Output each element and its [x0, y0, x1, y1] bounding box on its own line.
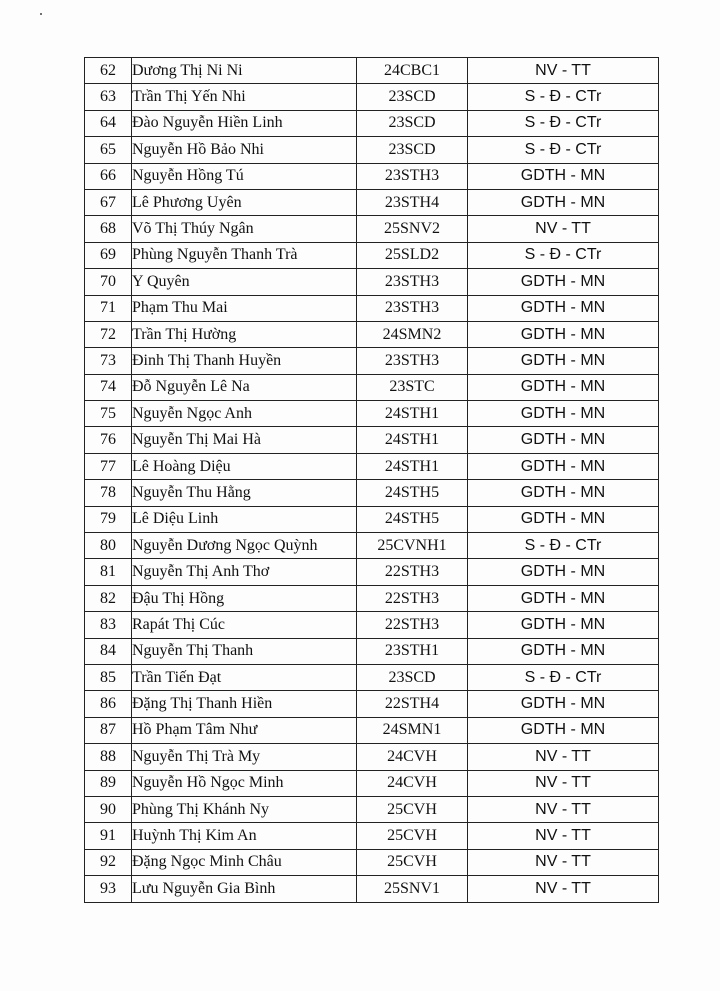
student-name-cell: Đặng Thị Thanh Hiền	[132, 691, 357, 717]
class-code-cell: 23STH3	[357, 269, 468, 295]
table-row	[85, 823, 659, 849]
student-name-cell: Nguyễn Thu Hằng	[132, 480, 357, 506]
class-code-cell: 23SCD	[357, 84, 468, 110]
row-number-cell: 89	[85, 770, 132, 796]
row-number-cell: 77	[85, 453, 132, 479]
department-cell: GDTH - MN	[468, 401, 659, 427]
row-number-cell: 66	[85, 163, 132, 189]
student-name-cell: Đào Nguyễn Hiền Linh	[132, 110, 357, 136]
department-cell: NV - TT	[468, 823, 659, 849]
class-code-cell: 23STH1	[357, 638, 468, 664]
row-number-cell: 72	[85, 321, 132, 347]
table-row	[85, 533, 659, 559]
department-cell: GDTH - MN	[468, 506, 659, 532]
row-number-cell: 67	[85, 189, 132, 215]
table-row	[85, 110, 659, 136]
student-name-cell: Phùng Nguyễn Thanh Trà	[132, 242, 357, 268]
class-code-cell: 22STH3	[357, 559, 468, 585]
row-number-cell: 79	[85, 506, 132, 532]
student-name-cell: Nguyễn Thị Anh Thơ	[132, 559, 357, 585]
table-row	[85, 137, 659, 163]
student-name-cell: Lưu Nguyễn Gia Bình	[132, 876, 357, 902]
department-cell: NV - TT	[468, 744, 659, 770]
table-row	[85, 744, 659, 770]
row-number-cell: 80	[85, 533, 132, 559]
row-number-cell: 62	[85, 58, 132, 84]
student-name-cell: Nguyễn Dương Ngọc Quỳnh	[132, 533, 357, 559]
class-code-cell: 22STH4	[357, 691, 468, 717]
department-cell: GDTH - MN	[468, 480, 659, 506]
student-name-cell: Đặng Ngọc Minh Châu	[132, 849, 357, 875]
row-number-cell: 71	[85, 295, 132, 321]
table-row	[85, 58, 659, 84]
row-number-cell: 83	[85, 612, 132, 638]
table-row	[85, 796, 659, 822]
student-name-cell: Trần Thị Yến Nhi	[132, 84, 357, 110]
table-row	[85, 163, 659, 189]
table-row	[85, 84, 659, 110]
table-row	[85, 506, 659, 532]
table-row	[85, 717, 659, 743]
table-row	[85, 638, 659, 664]
row-number-cell: 63	[85, 84, 132, 110]
department-cell: NV - TT	[468, 849, 659, 875]
department-cell: GDTH - MN	[468, 559, 659, 585]
row-number-cell: 74	[85, 374, 132, 400]
row-number-cell: 68	[85, 216, 132, 242]
class-code-cell: 23SCD	[357, 137, 468, 163]
student-table	[84, 57, 659, 903]
class-code-cell: 24CVH	[357, 770, 468, 796]
department-cell: GDTH - MN	[468, 374, 659, 400]
table-row	[85, 401, 659, 427]
student-name-cell: Nguyễn Ngọc Anh	[132, 401, 357, 427]
department-cell: GDTH - MN	[468, 269, 659, 295]
class-code-cell: 23STH3	[357, 348, 468, 374]
row-number-cell: 91	[85, 823, 132, 849]
row-number-cell: 76	[85, 427, 132, 453]
row-number-cell: 64	[85, 110, 132, 136]
department-cell: S - Đ - CTr	[468, 664, 659, 690]
class-code-cell: 23STC	[357, 374, 468, 400]
class-code-cell: 22STH3	[357, 585, 468, 611]
table-row	[85, 480, 659, 506]
department-cell: GDTH - MN	[468, 427, 659, 453]
class-code-cell: 25SNV1	[357, 876, 468, 902]
student-name-cell: Nguyễn Thị Thanh	[132, 638, 357, 664]
class-code-cell: 25SLD2	[357, 242, 468, 268]
student-name-cell: Võ Thị Thúy Ngân	[132, 216, 357, 242]
row-number-cell: 85	[85, 664, 132, 690]
class-code-cell: 25CVH	[357, 849, 468, 875]
table-row	[85, 453, 659, 479]
table-row	[85, 216, 659, 242]
row-number-cell: 65	[85, 137, 132, 163]
department-cell: GDTH - MN	[468, 163, 659, 189]
table-row	[85, 348, 659, 374]
department-cell: GDTH - MN	[468, 348, 659, 374]
department-cell: NV - TT	[468, 876, 659, 902]
student-table-body	[85, 58, 659, 903]
student-name-cell: Phùng Thị Khánh Ny	[132, 796, 357, 822]
table-row	[85, 242, 659, 268]
department-cell: GDTH - MN	[468, 321, 659, 347]
department-cell: NV - TT	[468, 216, 659, 242]
row-number-cell: 78	[85, 480, 132, 506]
table-row	[85, 295, 659, 321]
class-code-cell: 24CBC1	[357, 58, 468, 84]
table-row	[85, 427, 659, 453]
class-code-cell: 22STH3	[357, 612, 468, 638]
row-number-cell: 73	[85, 348, 132, 374]
scan-speck	[40, 13, 42, 15]
row-number-cell: 70	[85, 269, 132, 295]
class-code-cell: 24STH1	[357, 427, 468, 453]
table-row	[85, 664, 659, 690]
row-number-cell: 69	[85, 242, 132, 268]
department-cell: GDTH - MN	[468, 638, 659, 664]
table-row	[85, 612, 659, 638]
student-name-cell: Đậu Thị Hồng	[132, 585, 357, 611]
class-code-cell: 24STH1	[357, 401, 468, 427]
student-name-cell: Nguyễn Thị Trà My	[132, 744, 357, 770]
student-name-cell: Đinh Thị Thanh Huyền	[132, 348, 357, 374]
class-code-cell: 23STH3	[357, 163, 468, 189]
department-cell: S - Đ - CTr	[468, 137, 659, 163]
row-number-cell: 90	[85, 796, 132, 822]
table-row	[85, 876, 659, 902]
class-code-cell: 25CVH	[357, 796, 468, 822]
stamp-edge-mark	[708, 578, 718, 708]
table-row	[85, 321, 659, 347]
department-cell: S - Đ - CTr	[468, 242, 659, 268]
row-number-cell: 75	[85, 401, 132, 427]
class-code-cell: 23STH3	[357, 295, 468, 321]
row-number-cell: 88	[85, 744, 132, 770]
class-code-cell: 24STH5	[357, 480, 468, 506]
student-name-cell: Nguyễn Hồng Tú	[132, 163, 357, 189]
class-code-cell: 25CVNH1	[357, 533, 468, 559]
department-cell: GDTH - MN	[468, 189, 659, 215]
row-number-cell: 86	[85, 691, 132, 717]
table-row	[85, 770, 659, 796]
table-row	[85, 559, 659, 585]
department-cell: NV - TT	[468, 796, 659, 822]
table-row	[85, 691, 659, 717]
class-code-cell: 25SNV2	[357, 216, 468, 242]
student-name-cell: Nguyễn Hồ Bảo Nhi	[132, 137, 357, 163]
student-name-cell: Dương Thị Ni Ni	[132, 58, 357, 84]
row-number-cell: 92	[85, 849, 132, 875]
class-code-cell: 23SCD	[357, 664, 468, 690]
table-row	[85, 269, 659, 295]
table-row	[85, 374, 659, 400]
student-name-cell: Trần Thị Hường	[132, 321, 357, 347]
department-cell: GDTH - MN	[468, 612, 659, 638]
student-name-cell: Nguyễn Thị Mai Hà	[132, 427, 357, 453]
department-cell: NV - TT	[468, 770, 659, 796]
row-number-cell: 93	[85, 876, 132, 902]
student-name-cell: Hồ Phạm Tâm Như	[132, 717, 357, 743]
student-name-cell: Lê Phương Uyên	[132, 189, 357, 215]
department-cell: GDTH - MN	[468, 585, 659, 611]
class-code-cell: 24STH5	[357, 506, 468, 532]
class-code-cell: 24STH1	[357, 453, 468, 479]
row-number-cell: 81	[85, 559, 132, 585]
student-name-cell: Huỳnh Thị Kim An	[132, 823, 357, 849]
table-row	[85, 849, 659, 875]
row-number-cell: 84	[85, 638, 132, 664]
student-name-cell: Trần Tiến Đạt	[132, 664, 357, 690]
department-cell: S - Đ - CTr	[468, 84, 659, 110]
class-code-cell: 25CVH	[357, 823, 468, 849]
student-name-cell: Rapát Thị Cúc	[132, 612, 357, 638]
class-code-cell: 23SCD	[357, 110, 468, 136]
class-code-cell: 23STH4	[357, 189, 468, 215]
student-name-cell: Phạm Thu Mai	[132, 295, 357, 321]
department-cell: GDTH - MN	[468, 717, 659, 743]
class-code-cell: 24CVH	[357, 744, 468, 770]
department-cell: NV - TT	[468, 58, 659, 84]
student-name-cell: Y Quyên	[132, 269, 357, 295]
table-row	[85, 189, 659, 215]
department-cell: S - Đ - CTr	[468, 110, 659, 136]
department-cell: GDTH - MN	[468, 453, 659, 479]
student-name-cell: Lê Diệu Linh	[132, 506, 357, 532]
student-name-cell: Lê Hoàng Diệu	[132, 453, 357, 479]
class-code-cell: 24SMN1	[357, 717, 468, 743]
department-cell: GDTH - MN	[468, 295, 659, 321]
department-cell: GDTH - MN	[468, 691, 659, 717]
student-name-cell: Đỗ Nguyễn Lê Na	[132, 374, 357, 400]
row-number-cell: 82	[85, 585, 132, 611]
row-number-cell: 87	[85, 717, 132, 743]
table-row	[85, 585, 659, 611]
class-code-cell: 24SMN2	[357, 321, 468, 347]
department-cell: S - Đ - CTr	[468, 533, 659, 559]
student-name-cell: Nguyễn Hồ Ngọc Minh	[132, 770, 357, 796]
